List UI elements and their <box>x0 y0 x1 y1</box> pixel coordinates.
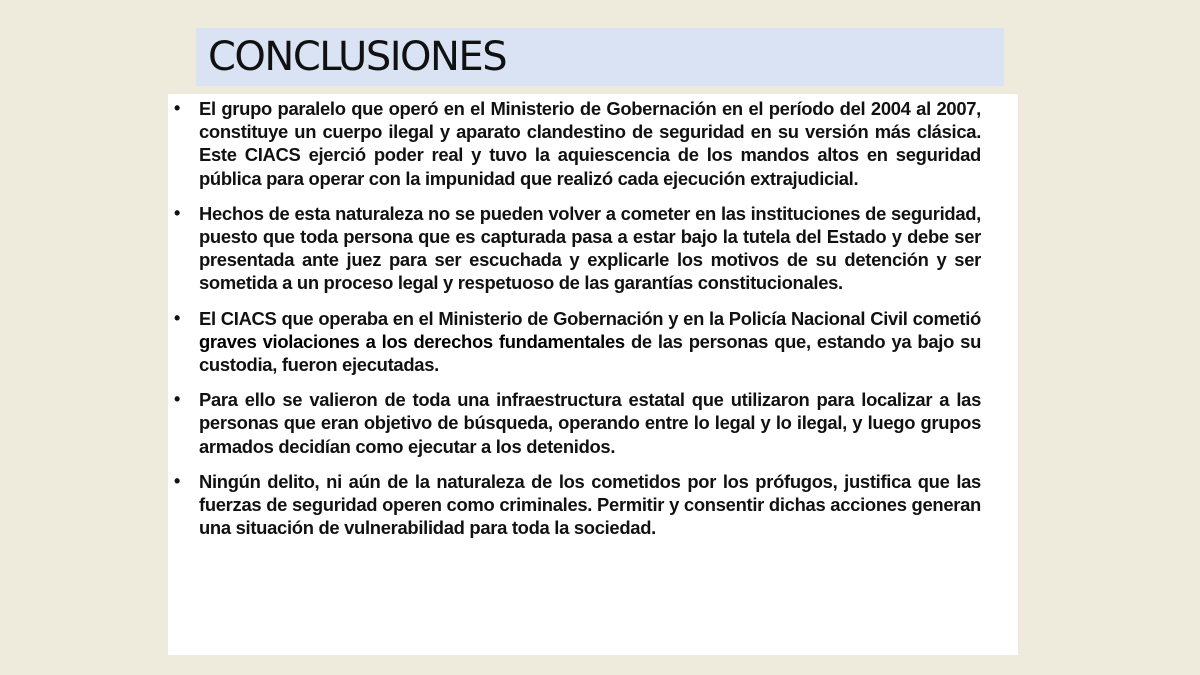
bullet-list <box>168 97 1018 551</box>
bullet-icon: • <box>174 98 181 118</box>
slide-title: CONCLUSIONES <box>208 34 507 80</box>
bullet-item-2 <box>168 202 1018 295</box>
title-box <box>196 28 1004 86</box>
bullet-item-3 <box>168 307 1018 377</box>
bullet-icon: • <box>174 307 181 328</box>
bullet-item-1 <box>168 97 1018 190</box>
bullet-item-5 <box>168 470 1018 540</box>
bullet-item-4 <box>168 388 1018 458</box>
bullet-icon: • <box>174 470 181 491</box>
bullet-emphasis: graves violaciones a los derechos fundamentales <box>199 330 625 352</box>
bullet-icon: • <box>174 389 181 410</box>
bullet-icon: • <box>174 202 181 223</box>
bullet-text-after: de las personas que, estando ya bajo su custodia, fueron ejecutadas. <box>199 330 982 376</box>
bullet-text: Hechos de esta naturaleza no se pueden volver a cometer en las instituciones de seguridad, puesto que toda persona que es capturada pasa a estar bajo la tutela del Estado y debe ser presentada ante juez para ser escuchada y explicarle los motivos de su detención y ser sometida a un proceso legal y respetuoso de las garantías constitucionales. <box>199 202 981 294</box>
bullet-text: Ningún delito, ni aún de la naturaleza de los cometidos por los prófugos, justifica que las fuerzas de seguridad operen como criminales. Permitir y consentir dichas acciones generan una situación de vulnerabilidad para toda la sociedad. <box>199 470 981 539</box>
bullet-text: El grupo paralelo que operó en el Ministerio de Gobernación en el período del 2004 al 2007, constituye un cuerpo ilegal y aparato clandestino de seguridad en su versión más clásica. Este CIACS ejerció poder real y tuvo la aquiescencia de los mandos altos en seguridad pública para operar con la impunidad que realizó cada ejecución extrajudicial. <box>199 98 981 189</box>
content-box <box>168 94 1018 655</box>
bullet-text: Para ello se valieron de toda una infraestructura estatal que utilizaron para localizar a las personas que eran objetivo de búsqueda, operando entre lo legal y lo ilegal, y luego grupos armados decidían como ejecutar a los detenidos. <box>199 389 981 457</box>
bullet-text-before: El CIACS que operaba en el Ministerio de Gobernación y en la Policía Nacional Civil cometió <box>199 307 981 329</box>
